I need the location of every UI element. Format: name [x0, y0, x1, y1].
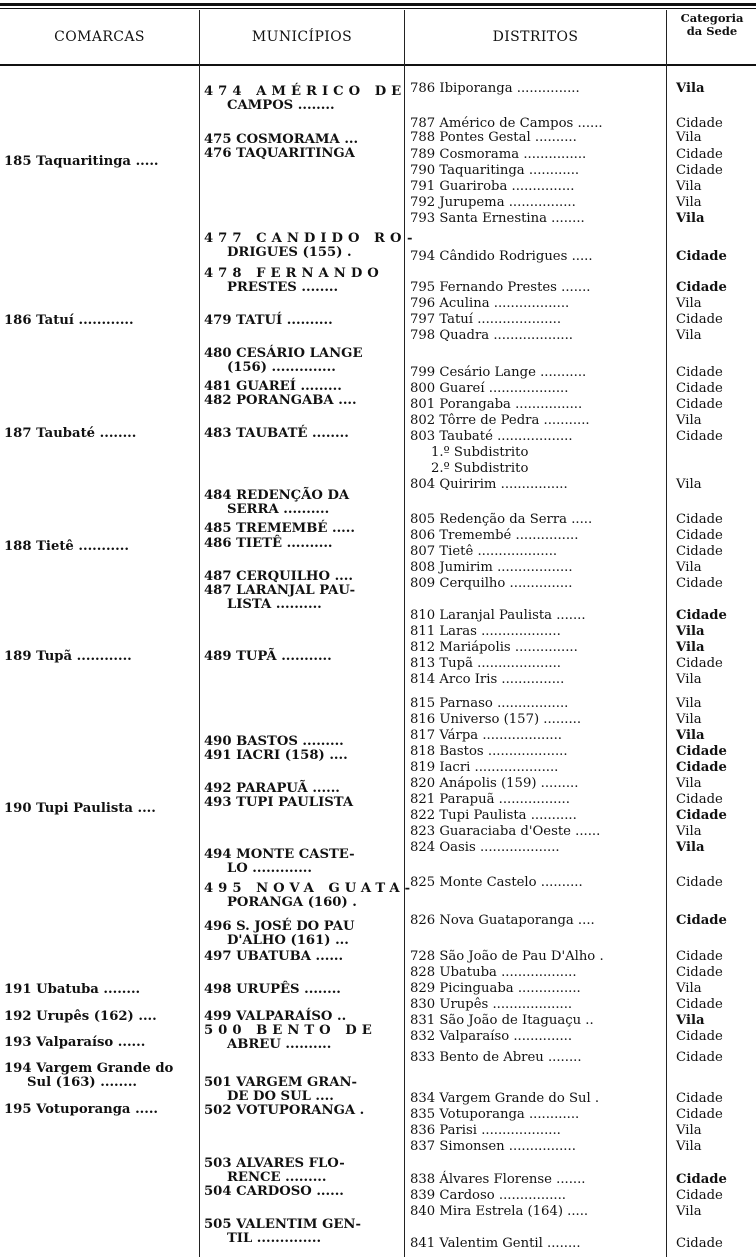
header-comarcas: COMARCAS — [54, 29, 145, 45]
distrito-row: 807 Tietê ................... — [410, 544, 558, 559]
distrito-row: 796 Aculina .................. — [410, 296, 570, 311]
categoria-cell: Vila — [676, 776, 702, 791]
categoria-cell: Vila — [676, 211, 705, 226]
distrito-row: 838 Álvares Florense ....... — [410, 1172, 586, 1187]
categoria-cell: Cidade — [676, 1172, 727, 1187]
header-distritos: DISTRITOS — [492, 29, 579, 45]
distrito-row: 791 Guariroba ............... — [410, 179, 575, 194]
municipio-row: 487 LARANJAL PAU- — [204, 583, 356, 598]
categoria-cell: Cidade — [676, 949, 723, 964]
comarca-row: 191 Ubatuba ........ — [4, 982, 141, 997]
distrito-row: 832 Valparaíso .............. — [410, 1029, 573, 1044]
header-bottom-rule — [0, 64, 756, 66]
categoria-cell: Vila — [676, 477, 702, 492]
distrito-row: 793 Santa Ernestina ........ — [410, 211, 585, 226]
municipio-row: 502 VOTUPORANGA . — [204, 1103, 365, 1118]
municipio-row: 478 FERNANDO — [204, 266, 384, 281]
municipio-row: CAMPOS ........ — [204, 98, 335, 113]
municipio-row: 500 BENTO DE — [204, 1023, 377, 1038]
distrito-row: 839 Cardoso ................ — [410, 1188, 566, 1203]
categoria-cell: Cidade — [676, 1236, 723, 1251]
categoria-cell: Cidade — [676, 1029, 723, 1044]
comarca-row: 194 Vargem Grande do — [4, 1061, 174, 1076]
categoria-cell: Cidade — [676, 528, 723, 543]
municipio-row: 489 TUPÃ ........... — [204, 649, 332, 664]
distrito-row: 816 Universo (157) ......... — [410, 712, 582, 727]
distrito-row: 818 Bastos ................... — [410, 744, 568, 759]
distrito-row: 814 Arco Iris ............... — [410, 672, 565, 687]
categoria-cell: Cidade — [676, 1188, 723, 1203]
categoria-cell: Vila — [676, 624, 705, 639]
municipio-row: 498 URUPÊS ........ — [204, 982, 341, 997]
municipio-row: SERRA .......... — [204, 502, 330, 517]
comarca-row: 192 Urupês (162) .... — [4, 1009, 157, 1024]
top-rule-thin — [0, 8, 756, 9]
categoria-cell: Cidade — [676, 365, 723, 380]
categoria-cell: Cidade — [676, 1050, 723, 1065]
distrito-row: 798 Quadra ................... — [410, 328, 573, 343]
distrito-row: 806 Tremembé ............... — [410, 528, 579, 543]
distrito-row: 824 Oasis ................... — [410, 840, 560, 855]
categoria-cell: Vila — [676, 81, 705, 96]
municipio-row: D'ALHO (161) ... — [204, 933, 349, 948]
distrito-row: 828 Ubatuba .................. — [410, 965, 577, 980]
distrito-row: 833 Bento de Abreu ........ — [410, 1050, 582, 1065]
distrito-row: 834 Vargem Grande do Sul . — [410, 1091, 600, 1106]
distrito-row: 821 Parapuã ................. — [410, 792, 570, 807]
categoria-cell: Cidade — [676, 429, 723, 444]
municipio-row: 483 TAUBATÉ ........ — [204, 426, 349, 441]
categoria-cell: Cidade — [676, 397, 723, 412]
categoria-cell: Vila — [676, 179, 702, 194]
municipio-row: 479 TATUÍ .......... — [204, 313, 333, 328]
categoria-cell: Cidade — [676, 147, 723, 162]
comarca-row: Sul (163) ........ — [4, 1075, 137, 1090]
distrito-row: 800 Guareí ................... — [410, 381, 569, 396]
categoria-cell: Cidade — [676, 280, 727, 295]
comarca-row: 193 Valparaíso ...... — [4, 1035, 146, 1050]
distrito-row: 810 Laranjal Paulista ....... — [410, 608, 586, 623]
comarca-row: 186 Tatuí ............ — [4, 313, 134, 328]
categoria-cell: Vila — [676, 640, 705, 655]
categoria-cell: Vila — [676, 296, 702, 311]
distrito-row: 786 Ibiporanga ............... — [410, 81, 580, 96]
comarca-row: 190 Tupi Paulista .... — [4, 801, 156, 816]
municipio-row: 503 ALVARES FLO- — [204, 1156, 345, 1171]
municipio-row: 497 UBATUBA ...... — [204, 949, 344, 964]
distrito-row: 825 Monte Castelo .......... — [410, 875, 583, 890]
categoria-cell: Cidade — [676, 875, 723, 890]
municipio-row: 490 BASTOS ......... — [204, 734, 344, 749]
municipio-row: 495 NOVA GUATA- — [204, 881, 416, 896]
categoria-cell: Cidade — [676, 249, 727, 264]
distrito-row: 2.º Subdistrito — [410, 461, 529, 476]
categoria-cell: Cidade — [676, 744, 727, 759]
distrito-row: 804 Quiririm ................ — [410, 477, 568, 492]
categoria-cell: Cidade — [676, 576, 723, 591]
categoria-cell: Cidade — [676, 381, 723, 396]
categoria-cell: Vila — [676, 696, 702, 711]
distrito-row: 841 Valentim Gentil ........ — [410, 1236, 581, 1251]
distrito-row: 820 Anápolis (159) ......... — [410, 776, 579, 791]
header-categoria-line1: Categoria — [680, 11, 744, 25]
distrito-row: 837 Simonsen ................ — [410, 1139, 576, 1154]
distrito-row: 802 Tôrre de Pedra ........... — [410, 413, 590, 428]
categoria-cell: Vila — [676, 195, 702, 210]
distrito-row: 797 Tatuí .................... — [410, 312, 562, 327]
distrito-row: 808 Jumirim .................. — [410, 560, 573, 575]
categoria-cell: Cidade — [676, 997, 723, 1012]
municipio-row: ABREU .......... — [204, 1037, 332, 1052]
categoria-cell: Vila — [676, 712, 702, 727]
categoria-cell: Vila — [676, 1123, 702, 1138]
categoria-cell: Cidade — [676, 913, 727, 928]
categoria-cell: Cidade — [676, 1107, 723, 1122]
distrito-row: 829 Picinguaba ............... — [410, 981, 581, 996]
distrito-row: 835 Votuporanga ............ — [410, 1107, 580, 1122]
categoria-cell: Vila — [676, 672, 702, 687]
municipio-row: 494 MONTE CASTE- — [204, 847, 355, 862]
distrito-row: 830 Urupês ................... — [410, 997, 573, 1012]
distrito-row: 817 Várpa ................... — [410, 728, 562, 743]
municipio-row: 480 CESÁRIO LANGE — [204, 346, 363, 361]
header-municipios: MUNICÍPIOS — [251, 29, 353, 45]
categoria-cell: Cidade — [676, 163, 723, 178]
municipio-row: 481 GUAREÍ ......... — [204, 379, 342, 394]
municipio-row: 499 VALPARAÍSO .. — [204, 1009, 347, 1024]
distrito-row: 787 Américo de Campos ...... — [410, 116, 603, 131]
distrito-row: 811 Laras ................... — [410, 624, 561, 639]
municipio-row: (156) .............. — [204, 360, 336, 375]
municipio-row: 492 PARAPUÃ ...... — [204, 781, 340, 796]
categoria-cell: Vila — [676, 1013, 705, 1028]
municipio-row: 493 TUPI PAULISTA — [204, 795, 354, 810]
distrito-row: 788 Pontes Gestal .......... — [410, 130, 577, 145]
municipio-row: PRESTES ........ — [204, 280, 339, 295]
column-divider-3 — [666, 10, 667, 1257]
comarca-row: 189 Tupã ............ — [4, 649, 132, 664]
municipio-row: LO ............. — [204, 861, 312, 876]
distrito-row: 1.º Subdistrito — [410, 445, 529, 460]
distrito-row: 801 Porangaba ................ — [410, 397, 583, 412]
comarca-row: 185 Taquaritinga ..... — [4, 154, 159, 169]
comarca-row: 188 Tietê ........... — [4, 539, 129, 554]
municipio-row: DE DO SUL .... — [204, 1089, 334, 1104]
municipio-row: 474 AMÉRICO DE — [204, 84, 407, 99]
categoria-cell: Cidade — [676, 808, 727, 823]
municipio-row: RENCE ......... — [204, 1170, 327, 1185]
municipio-row: 486 TIETÊ .......... — [204, 536, 333, 551]
distrito-row: 795 Fernando Prestes ....... — [410, 280, 591, 295]
categoria-cell: Cidade — [676, 656, 723, 671]
distrito-row: 792 Jurupema ................ — [410, 195, 576, 210]
header-categoria-da-sede — [668, 12, 756, 38]
distrito-row: 840 Mira Estrela (164) ..... — [410, 1204, 589, 1219]
categoria-cell: Cidade — [676, 792, 723, 807]
distrito-row: 826 Nova Guataporanga .... — [410, 913, 595, 928]
categoria-cell: Cidade — [676, 965, 723, 980]
municipio-row: 482 PORANGABA .... — [204, 393, 357, 408]
distrito-row: 822 Tupi Paulista ........... — [410, 808, 577, 823]
categoria-cell: Cidade — [676, 1091, 723, 1106]
categoria-cell: Cidade — [676, 760, 727, 775]
distrito-row: 831 São João de Itaguaçu .. — [410, 1013, 594, 1028]
municipio-row: 485 TREMEMBÉ ..... — [204, 521, 355, 536]
distrito-row: 805 Redenção da Serra ..... — [410, 512, 593, 527]
categoria-cell: Vila — [676, 560, 702, 575]
distrito-row: 812 Mariápolis ............... — [410, 640, 578, 655]
municipio-row: PORANGA (160) . — [204, 895, 357, 910]
comarca-row: 195 Votuporanga ..... — [4, 1102, 159, 1117]
municipio-row: 484 REDENÇÃO DA — [204, 488, 350, 503]
categoria-cell: Cidade — [676, 544, 723, 559]
municipio-row: 477 CANDIDO RO- — [204, 231, 418, 246]
categoria-cell: Cidade — [676, 312, 723, 327]
distrito-row: 836 Parisi ................... — [410, 1123, 561, 1138]
distrito-row: 815 Parnaso ................. — [410, 696, 569, 711]
categoria-cell: Vila — [676, 728, 705, 743]
categoria-cell: Cidade — [676, 116, 723, 131]
distrito-row: 799 Cesário Lange ........... — [410, 365, 587, 380]
distrito-row: 794 Cândido Rodrigues ..... — [410, 249, 593, 264]
categoria-cell: Cidade — [676, 608, 727, 623]
municipio-row: 505 VALENTIM GEN- — [204, 1217, 361, 1232]
distrito-row: 728 São João de Pau D'Alho . — [410, 949, 604, 964]
categoria-cell: Vila — [676, 981, 702, 996]
categoria-cell: Vila — [676, 130, 702, 145]
categoria-cell: Vila — [676, 840, 705, 855]
municipio-row: 504 CARDOSO ...... — [204, 1184, 344, 1199]
top-rule-thick — [0, 3, 756, 6]
distrito-row: 790 Taquaritinga ............ — [410, 163, 580, 178]
categoria-cell: Vila — [676, 1204, 702, 1219]
distrito-row: 809 Cerquilho ............... — [410, 576, 573, 591]
comarca-row: 187 Taubaté ........ — [4, 426, 137, 441]
municipio-row: DRIGUES (155) . — [204, 245, 352, 260]
column-divider-1 — [199, 10, 200, 1257]
categoria-cell: Cidade — [676, 512, 723, 527]
municipio-row: 501 VARGEM GRAN- — [204, 1075, 358, 1090]
municipio-row: 475 COSMORAMA ... — [204, 132, 359, 147]
categoria-cell: Vila — [676, 328, 702, 343]
municipio-row: LISTA .......... — [204, 597, 322, 612]
municipio-row: 487 CERQUILHO .... — [204, 569, 353, 584]
categoria-cell: Vila — [676, 1139, 702, 1154]
distrito-row: 823 Guaraciaba d'Oeste ...... — [410, 824, 601, 839]
municipio-row: 476 TAQUARITINGA — [204, 146, 355, 161]
categoria-cell: Vila — [676, 824, 702, 839]
distrito-row: 819 Iacri .................... — [410, 760, 559, 775]
municipio-row: 496 S. JOSÉ DO PAU — [204, 919, 355, 934]
municipio-row: TIL .............. — [204, 1231, 322, 1246]
municipio-row: 491 IACRI (158) .... — [204, 748, 348, 763]
column-divider-2 — [404, 10, 405, 1257]
distrito-row: 789 Cosmorama ............... — [410, 147, 587, 162]
header-categoria-line2: da Sede — [686, 24, 738, 38]
categoria-cell: Vila — [676, 413, 702, 428]
distrito-row: 813 Tupã .................... — [410, 656, 561, 671]
distrito-row: 803 Taubaté .................. — [410, 429, 573, 444]
